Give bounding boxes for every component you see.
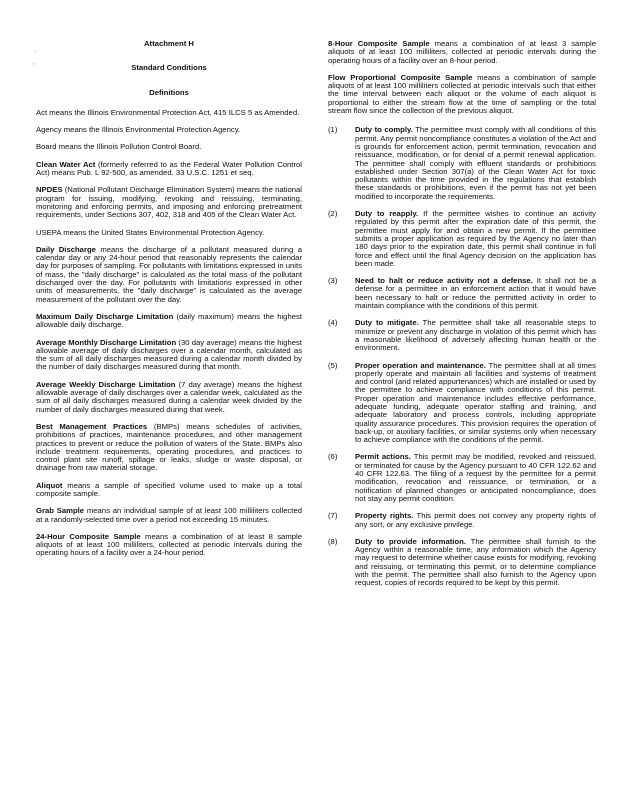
condition-number: (6)	[328, 452, 338, 462]
definition-paragraph: Average Weekly Discharge Limitation (7 day average) means the highest allowable average of daily discharges over a calendar week, calculated as the sum of all daily discharges measured during a calendar week divided by the number of daily discharges measured during that week.	[36, 379, 302, 414]
left-column	[36, 40, 302, 567]
condition-item: (5) Proper operation and maintenance. The permittee shall at all times properly operate and maintain all facilities and systems of treatment and control (and related appurtenances) which are installed or used by the permittee to achieve compliance with conditions of this permit. Proper operation and maintenance includes effective performance, adequate funding, adequate operator staffing and training, and adequate laboratory and process controls, including appropriate quality assurance procedures. This provision requires the operation of back-up, or auxiliary facilities, or similar systems only when necessary to achieve compliance with the conditions of the permit.	[328, 360, 596, 445]
condition-number: (5)	[328, 360, 338, 370]
condition-item: (7) Property rights. This permit does not convey any property rights of any sort, or any exclusive privilege.	[328, 511, 596, 529]
definition-paragraph: Daily Discharge means the discharge of a pollutant measured during a calendar day or any 24-hour period that reasonably represents the calendar day for purposes of sampling. For pollutants with limitations expressed in units of mass, the "daily discharge" is calculated as the total mass of the pollutant discharged over the day. For pollutants with limitations expressed in other units of measurements, the "daily discharge" is calculated as the average measurement of the pollutant over the day.	[36, 244, 302, 304]
definition-paragraph: Agency means the Illinois Environmental Protection Agency.	[36, 125, 241, 135]
condition-number: (2)	[328, 209, 338, 219]
definition-paragraph: 24-Hour Composite Sample means a combination of at least 8 sample aliquots of at least 100 milliliters, collected at periodic intervals during the operating hours of a facility over a 24-hour period.	[36, 531, 302, 558]
condition-item: (1) Duty to comply. The permittee must comply with all conditions of this permit. Any permit noncompliance constitutes a violation of the Act and is grounds for enforcement action, permit termination, revocation and reissuance, modification, or for denial of a permit renewal application. The permittee shall comply with effluent standards or prohibitions established under Section 307(a) of the Clean Water Act for toxic pollutants within the time provided in the regulations that establish these standards or prohibitions, even if the permit has not yet been modified to incorporate the requirements.	[328, 125, 596, 201]
condition-number: (3)	[328, 276, 338, 286]
definition-paragraph: Maximum Daily Discharge Limitation (daily maximum) means the highest allowable daily discharge.	[36, 311, 302, 330]
condition-item: (3) Need to halt or reduce activity not a defense. It shall not be a defense for a permittee in an enforcement action that it would have been necessary to halt or reduce the permitted activity in order to maintain compliance with the conditions of this permit.	[328, 276, 596, 311]
condition-item: (2) Duty to reapply. If the permittee wishes to continue an activity regulated by this permit after the expiration date of this permit, the permittee must apply for and obtain a new permit. If the permittee submits a proper application as required by the Agency no later than 180 days prior to the expiration date, this permit shall continue in full force and effect until the final Agency decision on the application has been made.	[328, 209, 596, 268]
condition-item: (6) Permit actions. This permit may be modified, revoked and reissued, or terminated for cause by the Agency pursuant to 40 CFR 122.62 and 40 CFR 122.63. The filing of a request by the permittee for a permit modification, revocation and reissuance, or termination, or a notification of planned changes or anticipated noncompliance, does not stay any permit condition.	[328, 452, 596, 503]
condition-number: (1)	[328, 125, 338, 135]
condition-item: (8) Duty to provide information. The permittee shall furnish to the Agency within a reasonable time, any information which the Agency may request to determine whether cause exists for modifying, revoking and reissuing, or terminating this permit, or to determine compliance with the permit. The permittee shall also furnish to the Agency upon request, copies of records required to be kept by this permit.	[328, 536, 596, 588]
condition-number: (4)	[328, 318, 338, 328]
condition-number: (7)	[328, 511, 338, 521]
definition-paragraph: 8-Hour Composite Sample means a combination of at least 3 sample aliquots of at least 100 milliliters, collected at periodic intervals during the operating hours of a facility over an 8-hour period.	[328, 39, 596, 65]
definition-paragraph: NPDES (National Pollutant Discharge Elimination System) means the national program for issuing, modifying, revoking and reissuing, terminating, monitoring and enforcing permits, and imposing and enforcing pretreatment requirements, under Sections 307, 402, 318 and 405 of the Clean Water Act.	[36, 185, 302, 220]
definition-paragraph: USEPA means the United States Environmental Protection Agency.	[36, 227, 265, 237]
definition-paragraph: Grab Sample means an individual sample of at least 100 milliliters collected at a randomly-selected time over a period not exceeding 15 minutes.	[36, 506, 302, 524]
right-column	[328, 40, 596, 597]
definition-paragraph: Clean Water Act (formerly referred to as the Federal Water Pollution Control Act) means Pub. L 92-500, as amended. 33 U.S.C. 1251 et seq.	[36, 159, 302, 178]
standard-conditions-heading: Standard Conditions	[131, 63, 207, 73]
attachment-heading: Attachment H	[144, 39, 194, 48]
definition-paragraph: Aliquot means a sample of specified volume used to make up a total composite sample.	[36, 480, 302, 498]
scan-speck: ˊ	[32, 64, 35, 71]
condition-item: (4) Duty to mitigate. The permittee shall take all reasonable steps to minimize or prevent any discharge in violation of this permit which has a reasonable likelihood of adversely affecting human health or the environment.	[328, 318, 596, 353]
definition-paragraph: Flow Proportional Composite Sample means a combination of sample aliquots of at least 100 milliliters collected at periodic intervals such that either the time interval between each aliquot or the volume of each aliquot is proportional to either the stream flow at the time of sampling or the total stream flow since the collection of the previous aliquot.	[328, 72, 596, 116]
definition-paragraph: Board means the Illinois Pollution Control Board.	[36, 142, 202, 152]
scan-speck: ·	[34, 48, 37, 55]
definition-paragraph: Average Monthly Discharge Limitation (30 day average) means the highest allowable average of daily discharges over a calendar month, calculated as the sum of all daily discharges measured during a calendar month divided by the number of daily discharges measured during that month.	[36, 337, 303, 372]
condition-number: (8)	[328, 536, 338, 546]
definitions-heading: Definitions	[149, 87, 189, 97]
definition-paragraph: Act means the Illinois Environmental Protection Act, 415 ILCS 5 as Amended.	[36, 107, 300, 117]
definition-paragraph: Best Management Practices (BMPs) means schedules of activities, prohibitions of practices, maintenance procedures, and other management practices to prevent or reduce the pollution of waters of the State. BMPs also include treatment requirements, operating procedures, and practices to control plant site runoff, spillage or leaks, sludge or waste disposal, or drainage from raw material storage.	[36, 421, 302, 473]
